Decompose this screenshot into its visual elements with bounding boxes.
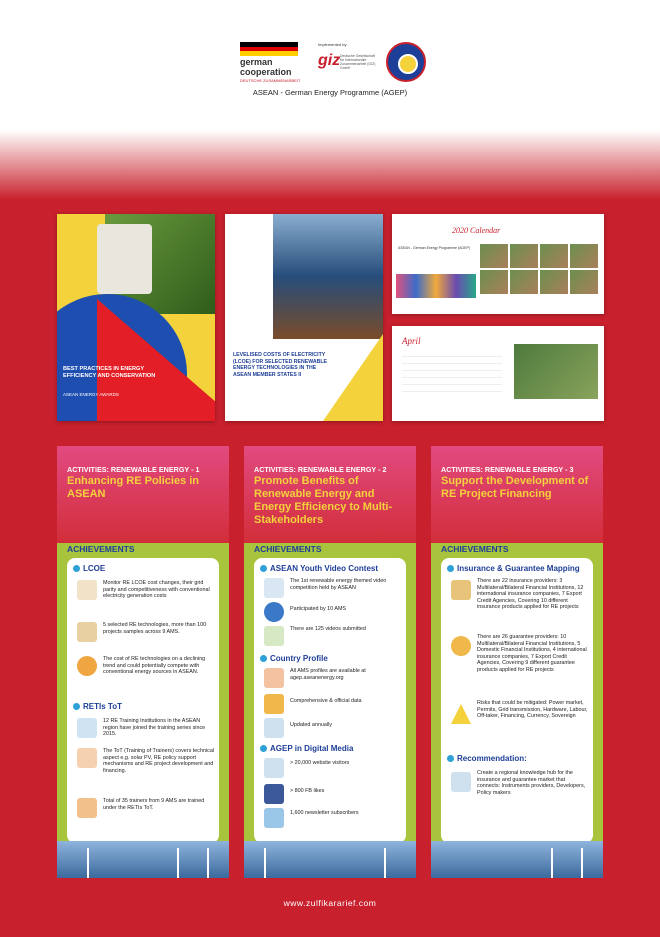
presentation-icon (77, 748, 97, 768)
activity-panel-3 (431, 446, 603, 878)
wind-turbines-illustration (431, 841, 603, 878)
activity-panel-2 (244, 446, 416, 878)
cover-subtitle: ASEAN ENERGY AWARDS (63, 392, 119, 397)
rice-field-photo (514, 344, 598, 399)
cover-calendar (392, 214, 604, 314)
giz-sub: Deutsche Gesellschaft für Internationale Zusammenarbeit (GIZ) GmbH (340, 54, 376, 70)
section-heading: Recommendation: (447, 754, 527, 763)
panel-label: ACTIVITIES: RENEWABLE ENERGY - 2 (254, 465, 387, 474)
asean-centre-energy-logo (386, 42, 426, 82)
header-gradient (0, 130, 660, 200)
cover-lcoe (225, 214, 383, 421)
photo-grid (480, 244, 598, 294)
medal-icon (77, 656, 97, 676)
cover-title: LEVELISED COSTS OF ELECTRICITY (LCOE) FOR SELECTED RENEWABLE ENERGY TECHNOLOGIES IN THE ASEAN MEMBER STATES II (233, 352, 327, 378)
kids-illustration (396, 274, 476, 298)
section-heading: AGEP in Digital Media (260, 744, 353, 753)
footer-url[interactable]: www.zulfikararief.com (283, 898, 377, 908)
list-item: The cost of RE technologies on a declining trend and could potentially compete with conventional energy sources in ASEAN. (103, 656, 206, 676)
day-grid (402, 352, 502, 398)
panel-title: Enhancing RE Policies in ASEAN (67, 475, 200, 500)
video-icon (264, 578, 284, 598)
warning-icon (451, 704, 471, 724)
activity-panel-1 (57, 446, 229, 878)
panel-label: ACTIVITIES: RENEWABLE ENERGY - 3 (441, 465, 574, 474)
german-cooperation-logo (238, 40, 308, 84)
knowledge-hub-icon (451, 772, 471, 792)
list-item: All AMS profiles are available at agep.aseanenergy.org (290, 668, 366, 681)
people-icon (77, 798, 97, 818)
training-icon (77, 718, 97, 738)
header (0, 0, 660, 130)
logo-text-3: DEUTSCHE ZUSAMMENARBEIT (240, 78, 301, 83)
list-item: There are 22 insurance providers: 3 Multilateral/Bilateral Financial Institutions, 12 international insurance companies, 7 Export Credit Agencies, Covering 10 different insurance products applied for RE projects (477, 578, 584, 611)
achievements-heading: ACHIEVEMENTS (254, 544, 322, 554)
giz-logo (318, 40, 388, 84)
list-item: Risks that could be mitigated: Power market, Permits, Grid transmission, Hardware, Labour, Off-taker, Financing, Currency, Sovereign (477, 700, 588, 720)
profiles-icon (264, 668, 284, 688)
panel-content (441, 558, 593, 843)
list-item: Comprehensive & official data (290, 698, 362, 704)
section-heading: Country Profile (260, 654, 328, 663)
giz-implemented: Implemented by: (318, 42, 348, 47)
list-item: Create a regional knowledge hub for the insurance and guarantee market that connects: Instruments providers, Developers, Policy makers (477, 770, 586, 796)
month-title: April (402, 336, 421, 346)
newsletter-icon (264, 808, 284, 828)
panel-title: Support the Development of RE Project Financing (441, 475, 589, 500)
list-item: Monitor RE LCOE cost changes, their grid parity and competitiveness with conventional electricity generation costs (103, 580, 210, 600)
list-item: There are 125 videos submitted (290, 626, 366, 632)
logo-row (238, 40, 428, 84)
list-item: 1,600 newsletter subscribers (290, 810, 359, 816)
shield-icon (451, 580, 471, 600)
monitor-icon (264, 626, 284, 646)
globe-icon (264, 602, 284, 622)
achievements-heading: ACHIEVEMENTS (67, 544, 135, 554)
cover-title: BEST PRACTICES IN ENERGY EFFICIENCY AND CONSERVATION (63, 366, 156, 379)
calendar-title: 2020 Calendar (452, 226, 501, 235)
section-heading: LCOE (73, 564, 105, 573)
list-item: Total of 35 trainers from 9 AMS are trained under the RETIs ToT. (103, 798, 205, 811)
giz-wordmark: giz (318, 52, 341, 69)
section-heading: Insurance & Guarantee Mapping (447, 564, 580, 573)
header-title: ASEAN - German Energy Programme (AGEP) (252, 88, 408, 97)
achievements-heading: ACHIEVEMENTS (441, 544, 509, 554)
calendar-subtitle: ASEAN - German Energy Programme (AGEP) (398, 246, 470, 250)
section-heading: ASEAN Youth Video Contest (260, 564, 378, 573)
list-item: 12 RE Training Institutions in the ASEAN region have joined the training series since 2015. (103, 718, 206, 738)
folder-icon (264, 694, 284, 714)
list-item: > 800 FB likes (290, 788, 325, 794)
german-flag-icon (240, 42, 298, 56)
energy-photos (273, 214, 383, 339)
list-item: There are 26 guarantee providers: 10 Multilateral/Bilateral Financial Institutions, 5 Domestic Financial Institutions, 4 international insurance companies, 7 Export Credit Agencies, Covering 9 different guarantee products applied for RE projects (477, 634, 587, 673)
panel-title: Promote Benefits of Renewable Energy and Energy Efficiency to Multi-Stakeholders (254, 475, 393, 526)
list-item: 5 selected RE technologies, more than 100 projects samples across 9 AMS. (103, 622, 207, 635)
magnifier-icon (77, 580, 97, 600)
wind-turbines-illustration (244, 841, 416, 878)
panel-content (254, 558, 406, 843)
logo-text-1: german (240, 57, 273, 67)
cover-best-practices (57, 214, 215, 421)
calendar-icon (264, 718, 284, 738)
panel-content (67, 558, 219, 843)
list-item: The 1st renewable energy themed video competition held by ASEAN (290, 578, 387, 591)
facebook-like-icon (264, 784, 284, 804)
trophy-icon (97, 224, 152, 294)
list-item: Updated annually (290, 722, 332, 728)
section-heading: RETIs ToT (73, 702, 122, 711)
list-item: > 20,000 website visitors (290, 760, 350, 766)
wind-turbines-illustration (57, 841, 229, 878)
list-item: Participated by 10 AMS (290, 606, 347, 612)
panel-label: ACTIVITIES: RENEWABLE ENERGY - 1 (67, 465, 200, 474)
clipboard-icon (77, 622, 97, 642)
list-item: The ToT (Training of Trainers) covers technical aspect e.g. solar PV, RE policy support mechanisms and RE project development and financing. (103, 748, 215, 774)
award-icon (451, 636, 471, 656)
laptop-icon (264, 758, 284, 778)
calendar-april-page (392, 326, 604, 421)
logo-text-2: cooperation (240, 67, 292, 77)
